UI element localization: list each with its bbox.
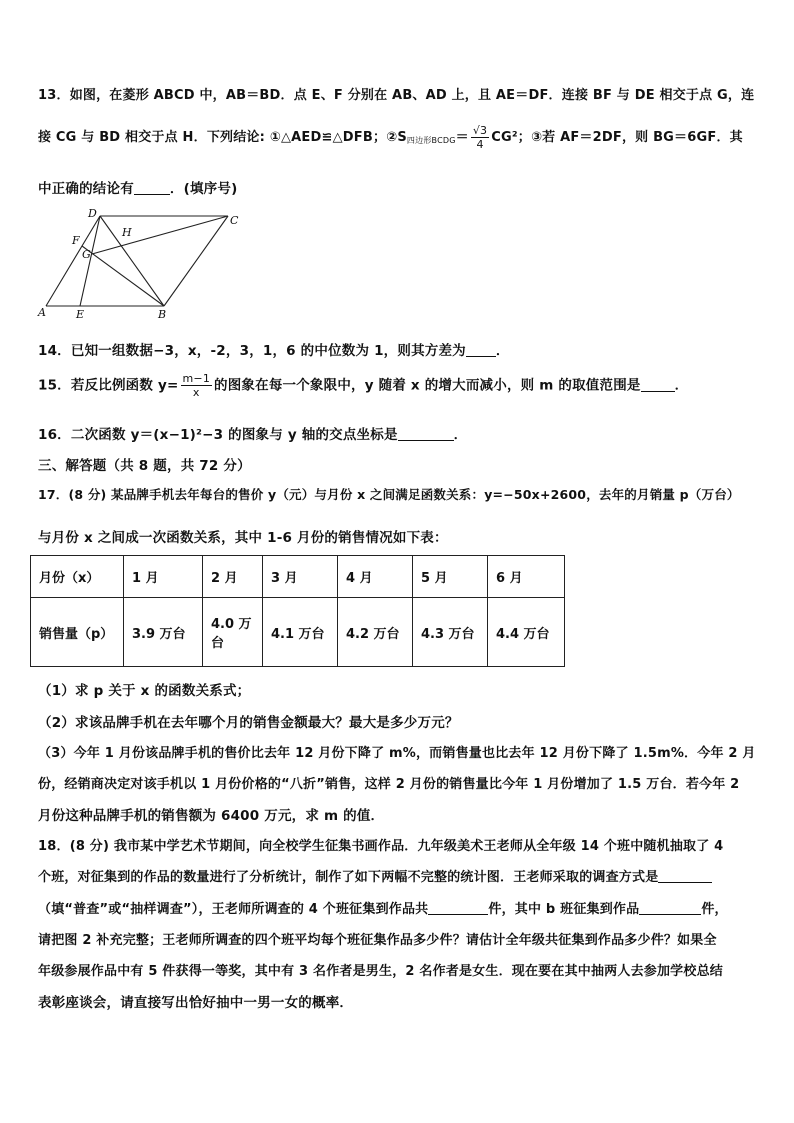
q18-line-5: 年级参展作品中有 5 件获得一等奖，其中有 3 名作者是男生，2 名作者是女生．现在要在其中抽两人去参加学校总结 [38, 964, 723, 979]
q18-survey-method-blank[interactable] [658, 870, 712, 883]
label-D: D [88, 207, 97, 220]
table-cell: 6 月 [488, 556, 565, 598]
q16-text: 16．二次函数 y＝(x−1)²−3 的图象与 y 轴的交点坐标是 [38, 427, 398, 443]
q16-answer-blank[interactable] [398, 428, 454, 441]
segment-CG [92, 216, 228, 254]
table-row-month [31, 556, 565, 598]
q17-sub-2: （2）求该品牌手机在去年哪个月的销售金额最大？最大是多少万元？ [38, 715, 459, 731]
table-cell: 销售量（p） [31, 598, 124, 667]
section-heading: 三、解答题（共 8 题，共 72 分） [38, 458, 251, 474]
table-cell: 5 月 [413, 556, 488, 598]
q18-line-2 [38, 866, 712, 885]
q14-end: ． [495, 343, 510, 359]
q13-line-2-text: 接 CG 与 BD 相交于点 H．下列结论: ①△AED≌△DFB；②S [38, 130, 407, 145]
rhombus-figure [32, 204, 252, 322]
q13-line-2 [38, 124, 743, 151]
q15-fraction [181, 372, 213, 399]
q13-answer-blank[interactable] [134, 182, 170, 195]
q18-line-6: 表彰座谈会，请直接写出恰好抽中一男一女的概率． [38, 995, 354, 1011]
q18-line-1: 18．(8 分) 我市某中学艺术节期间，向全校学生征集书画作品．九年级美术王老师从全年级 14 个班中随机抽取了 4 [38, 839, 724, 854]
q14-line [38, 339, 510, 359]
q18-total-works-blank[interactable] [428, 902, 488, 915]
table-cell: 2 月 [203, 556, 263, 598]
q13-line-1: 13．如图，在菱形 ABCD 中，AB＝BD．点 E、F 分别在 AB、AD 上，且 AE＝DF．连接 BF 与 DE 相交于点 G，连 [38, 88, 755, 103]
q13-fraction-denominator: 4 [476, 138, 484, 151]
q14-answer-blank[interactable] [466, 344, 496, 357]
table-cell: 4.1 万台 [263, 598, 338, 667]
edge-AD [46, 216, 100, 306]
q18-line-3-text-2: 件，其中 b 班征集到作品 [488, 902, 640, 917]
q16-end: ． [453, 427, 468, 443]
q18-class-b-works-blank[interactable] [639, 902, 701, 915]
q18-line-2-text: 个班，对征集到的作品的数量进行了分析统计，制作了如下两幅不完整的统计图．王老师采取的调查方式是 [38, 870, 659, 885]
table-cell: 1 月 [124, 556, 203, 598]
q15-text: 15．若反比例函数 y= [38, 377, 179, 394]
q18-line-3-end: 件， [701, 902, 728, 917]
q13-fraction [471, 124, 489, 151]
edge-CB [164, 216, 228, 306]
label-E: E [76, 308, 85, 321]
label-A: A [38, 306, 46, 319]
q15-fraction-denominator: x [192, 386, 200, 399]
table-cell: 3.9 万台 [124, 598, 203, 667]
q15-end: ． [674, 377, 689, 394]
sales-table [30, 555, 565, 667]
q18-line-4: 请把图 2 补充完整；王老师所调查的四个班平均每个班征集作品多少件？请估计全年级共征集到作品多少件？如果全 [38, 933, 717, 948]
table-cell: 月份（x） [31, 556, 124, 598]
table-cell: 4.3 万台 [413, 598, 488, 667]
q15-fraction-numerator: m−1 [182, 372, 211, 385]
segment-BF [82, 246, 164, 306]
label-G: G [82, 248, 91, 261]
q14-text: 14．已知一组数据−3，x，-2，3，1，6 的中位数为 1，则其方差为 [38, 343, 466, 359]
table-row-sales [31, 598, 565, 667]
q18-line-3-text: （填“普查”或“抽样调查”），王老师所调查的 4 个班征集到作品共 [38, 902, 429, 917]
q13-line-2-rest: CG²；③若 AF＝2DF，则 BG＝6GF．其 [491, 130, 743, 145]
q16-line [38, 423, 467, 443]
table-cell: 4.2 万台 [338, 598, 413, 667]
q17-sub-3-line-1: （3）今年 1 月份该品牌手机的售价比去年 12 月份下降了 m%，而销售量也比去年 12 月份下降了 1.5m%．今年 2 月 [38, 746, 756, 761]
q13-line-3-text: 中正确的结论有 [38, 181, 134, 197]
q13-equals: ＝ [455, 130, 469, 145]
q18-line-3 [38, 898, 728, 917]
label-B: B [158, 308, 167, 321]
q13-line-3 [38, 177, 237, 197]
table-cell: 3 月 [263, 556, 338, 598]
table-cell: 4 月 [338, 556, 413, 598]
q15-answer-blank[interactable] [641, 379, 675, 392]
q13-line-3-rest: ．(填序号) [169, 181, 238, 197]
q13-fraction-numerator: √3 [472, 124, 488, 137]
label-C: C [230, 214, 239, 227]
q17-line-2: 与月份 x 之间成一次函数关系，其中 1-6 月份的销售情况如下表： [38, 530, 448, 546]
label-H: H [122, 226, 132, 239]
q13-area-subscript: 四边形BCDG [406, 136, 456, 145]
q17-sub-1: （1）求 p 关于 x 的函数关系式； [38, 683, 251, 699]
q17-sub-3-line-2: 份，经销商决定对该手机以 1 月份价格的“八折”销售，这样 2 月份的销售量比今年 1 月份增加了 1.5 万台．若今年 2 [38, 777, 740, 792]
q15-text-2: 的图象在每一个象限中，y 随着 x 的增大而减小，则 m 的取值范围是 [214, 377, 641, 394]
diagonal-BD [100, 216, 164, 306]
q17-line-1: 17．(8 分) 某品牌手机去年每台的售价 y（元）与月份 x 之间满足函数关系：y=−50x+2600，去年的月销量 p（万台） [38, 487, 740, 502]
q15-line [38, 372, 688, 399]
q17-sub-3-line-3: 月份这种品牌手机的销售额为 6400 万元，求 m 的值． [38, 808, 385, 824]
segment-DE [80, 216, 100, 306]
table-cell: 4.4 万台 [488, 598, 565, 667]
table-cell: 4.0 万台 [203, 598, 263, 667]
label-F: F [72, 234, 80, 247]
